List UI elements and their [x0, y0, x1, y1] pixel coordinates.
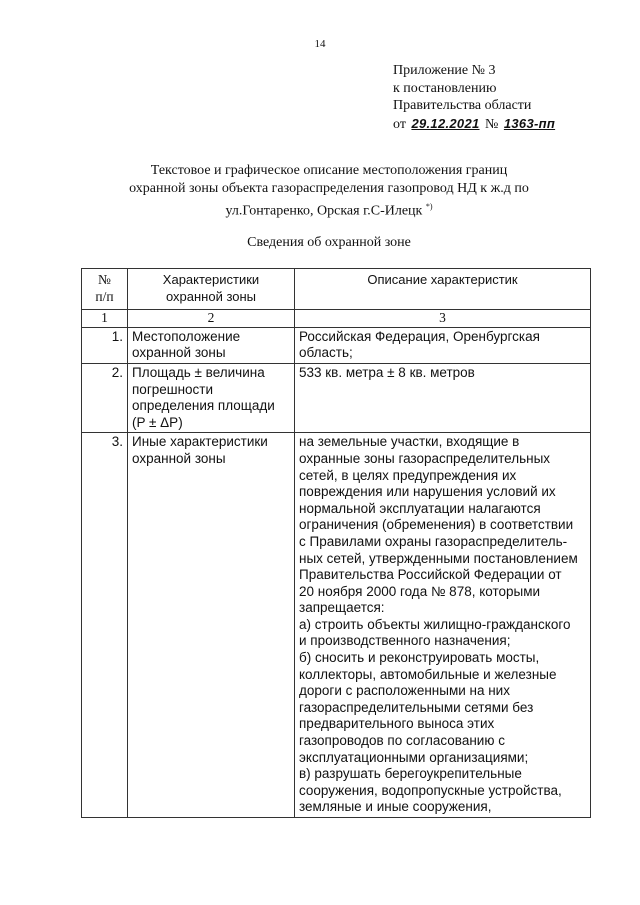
- characteristic-line: Площадь ± величина: [132, 364, 265, 380]
- row-number-cell: 1.: [82, 327, 128, 363]
- appendix-line-1: Приложение № 3: [393, 63, 496, 78]
- description-line: а) строить объекты жилищно-гражданского: [299, 616, 571, 632]
- row-characteristic-cell: [128, 327, 295, 363]
- header-number-line-2: п/п: [95, 288, 114, 304]
- index-cell: 3: [295, 310, 591, 328]
- description-line: ных сетей, утвержденными постановлением: [299, 550, 578, 566]
- description-line: охранные зоны газораспределительных: [299, 450, 551, 466]
- description-line: запрещается:: [299, 600, 385, 616]
- description-line: дороги с расположенными на них: [299, 683, 510, 699]
- document-title: [60, 162, 598, 221]
- table-index-row: [82, 310, 591, 328]
- table-row: [82, 433, 591, 818]
- description-line: область;: [299, 345, 353, 361]
- characteristic-line: Иные характеристики: [132, 434, 268, 450]
- header-number: [82, 269, 128, 310]
- row-characteristic-cell: [128, 433, 295, 818]
- handwritten-number: 1363-пп: [503, 115, 556, 131]
- description-line: сетей, в целях предупреждения их: [299, 467, 517, 483]
- description-line: Правительства Российской Федерации от: [299, 567, 562, 583]
- header-characteristics-line-1: Характеристики: [162, 272, 260, 287]
- description-line: на земельные участки, входящие в: [299, 434, 520, 450]
- title-line-3-text: ул.Гонтаренко, Орская г.С-Илецк: [225, 203, 423, 219]
- index-cell: 1: [82, 310, 128, 328]
- appendix-line-3: Правительства области: [393, 98, 532, 113]
- characteristic-line: охранной зоны: [132, 450, 226, 466]
- description-line: нормальной эксплуатации налагаются: [299, 500, 541, 516]
- handwritten-date: 29.12.2021: [411, 115, 480, 131]
- number-prefix: №: [485, 116, 499, 132]
- description-line: в) разрушать берегоукрепительные: [299, 766, 522, 782]
- protection-zone-table: [81, 268, 591, 818]
- description-line: ограничения (обременения) в соответствии: [299, 517, 574, 533]
- row-description-cell: [295, 363, 591, 432]
- date-prefix: от: [393, 116, 406, 132]
- description-line: повреждения или нарушения условий их: [299, 484, 556, 500]
- header-characteristics: [128, 269, 295, 310]
- title-line-1: Текстовое и графическое описание местоположения границ: [150, 163, 508, 178]
- description-line: 20 ноября 2000 года № 878, которыми: [299, 583, 541, 599]
- description-line: газопроводов по согласованию с: [299, 733, 505, 749]
- appendix-block: [393, 62, 557, 133]
- description-line: Российская Федерация, Оренбургская: [299, 328, 540, 344]
- appendix-line-2: к постановлению: [393, 80, 497, 96]
- description-line: б) сносить и реконструировать мосты,: [299, 650, 540, 666]
- description-line: и производственного назначения;: [299, 633, 511, 649]
- footnote-mark: *): [425, 202, 433, 211]
- characteristic-line: определения площади: [132, 398, 275, 414]
- description-line: эксплуатационными организациями;: [299, 749, 529, 765]
- row-characteristic-cell: [128, 363, 295, 432]
- description-line: сооружения, водопропускные устройства,: [299, 782, 562, 798]
- characteristic-line: охранной зоны: [132, 345, 226, 361]
- row-number-cell: 3.: [82, 433, 128, 818]
- table-header-row: [82, 269, 591, 310]
- characteristic-line: Местоположение: [132, 328, 241, 344]
- characteristic-line: (P ± ΔP): [132, 414, 183, 430]
- title-line-2: охранной зоны объекта газораспределения газопровод НД к ж.д по: [129, 181, 529, 196]
- title-line-3: [60, 198, 598, 221]
- page-number: 14: [314, 38, 326, 50]
- description-line: коллекторы, автомобильные и железные: [299, 666, 557, 682]
- description-line: предварительного выноса этих: [299, 716, 495, 732]
- row-number-cell: 2.: [82, 363, 128, 432]
- characteristic-line: погрешности: [132, 381, 214, 397]
- description-line: с Правилами охраны газораспределитель-: [299, 533, 568, 549]
- description-line: газораспределительными сетями без: [299, 699, 534, 715]
- description-line: 533 кв. метра ± 8 кв. метров: [299, 364, 475, 380]
- header-number-line-1: №: [98, 272, 111, 287]
- index-cell: 2: [128, 310, 295, 328]
- row-description-cell: [295, 327, 591, 363]
- header-characteristics-line-2: охранной зоны: [165, 288, 257, 304]
- table-row: [82, 363, 591, 432]
- description-line: земляные и иные сооружения,: [299, 799, 492, 815]
- row-description-cell: [295, 433, 591, 818]
- table-row: [82, 327, 591, 363]
- section-title: Сведения об охранной зоне: [247, 235, 411, 250]
- header-description: Описание характеристик: [295, 269, 591, 310]
- appendix-date-line: [393, 115, 557, 134]
